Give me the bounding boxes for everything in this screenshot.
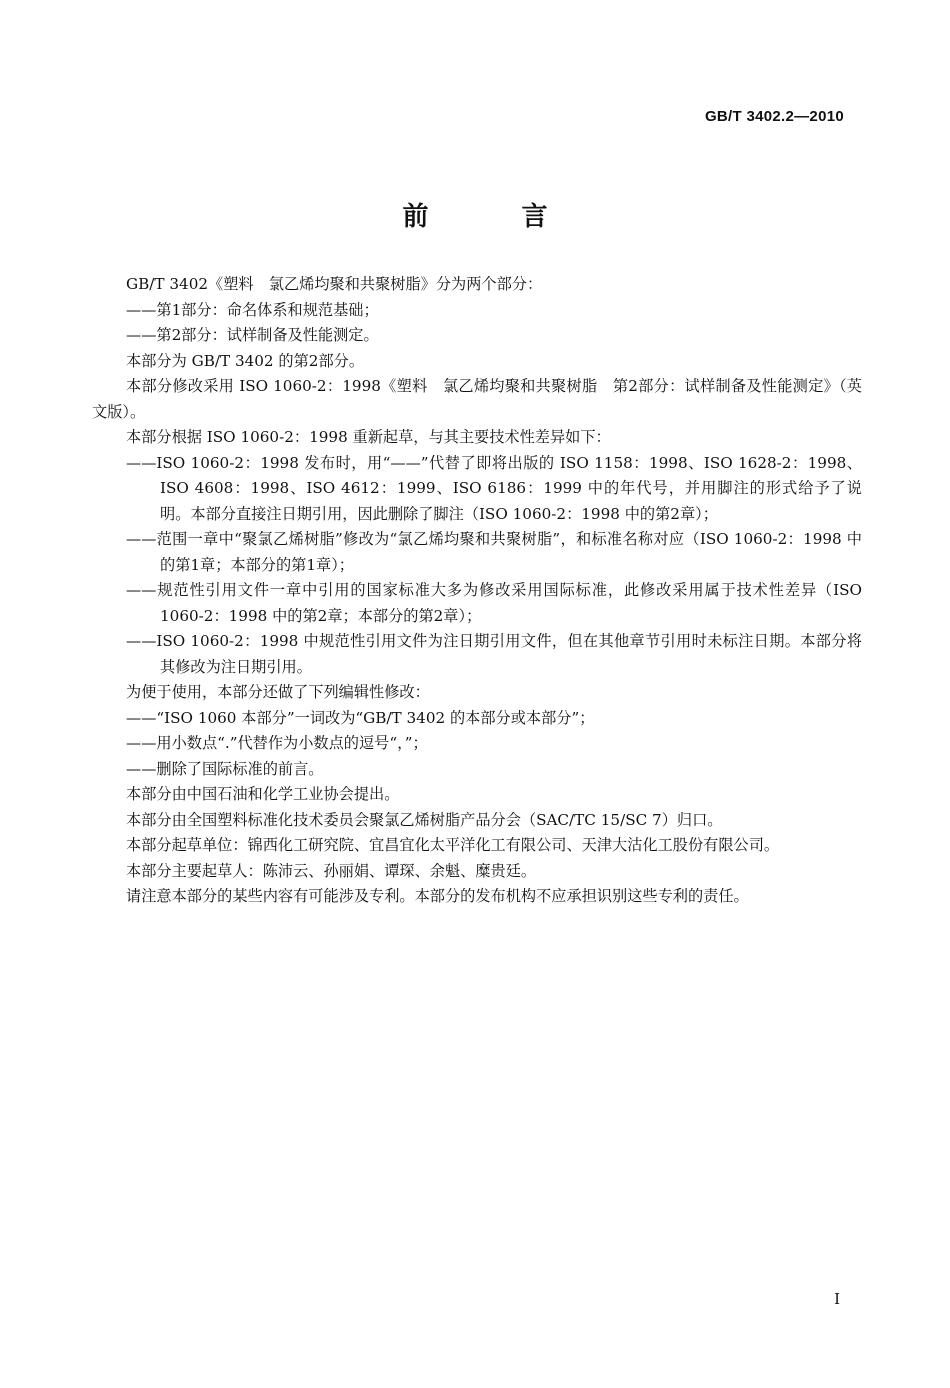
foreword-body	[92, 272, 862, 910]
paragraph: 为便于使用，本部分还做了下列编辑性修改：	[126, 683, 430, 701]
page-title: 前 言	[402, 202, 590, 232]
paragraph: 请注意本部分的某些内容有可能涉及专利。本部分的发布机构不应承担识别这些专利的责任。	[126, 887, 749, 905]
list-item: ——“ISO 1060 本部分”一词改为“GB/T 3402 的本部分或本部分”；	[126, 708, 595, 727]
standard-code: GB/T 3402.2—2010	[704, 108, 844, 125]
paragraph: 本部分主要起草人：陈沛云、孙丽娟、谭琛、余魁、糜贵廷。	[126, 861, 537, 880]
list-item: ——用小数点“.”代替作为小数点的逗号“，”；	[126, 734, 428, 752]
list-item: ——第2部分：试样制备及性能测定。	[126, 326, 379, 344]
paragraph: GB/T 3402《塑料 氯乙烯均聚和共聚树脂》分为两个部分：	[126, 275, 543, 293]
paragraph: 本部分为 GB/T 3402 的第2部分。	[126, 351, 365, 370]
paragraph: 本部分根据 ISO 1060-2：1998 重新起草，与其主要技术性差异如下：	[126, 428, 611, 446]
list-item: ——范围一章中“聚氯乙烯树脂”修改为“氯乙烯均聚和共聚树脂”，和标准名称对应（ISO 1060-2：1998 中的第1章；本部分的第1章）；	[126, 530, 862, 574]
paragraph: 本部分由全国塑料标准化技术委员会聚氯乙烯树脂产品分会（SAC/TC 15/SC 7）归口。	[126, 810, 723, 829]
list-item: ——第1部分：命名体系和规范基础；	[126, 300, 379, 319]
paragraph: 本部分由中国石油和化学工业协会提出。	[126, 785, 400, 803]
page-number: I	[834, 1290, 840, 1308]
paragraph: 本部分起草单位：锦西化工研究院、宜昌宜化太平洋化工有限公司、天津大沽化工股份有限公司。	[126, 836, 780, 854]
list-item: ——规范性引用文件一章中引用的国家标准大多为修改采用国际标准，此修改采用属于技术性差异（ISO 1060-2：1998 中的第2章；本部分的第2章）；	[126, 581, 862, 625]
list-item: ——删除了国际标准的前言。	[126, 759, 324, 778]
paragraph: 本部分修改采用 ISO 1060-2：1998《塑料 氯乙烯均聚和共聚树脂 第2部分：试样制备及性能测定》（英文版）。	[92, 377, 862, 421]
list-item: ——ISO 1060-2：1998 中规范性引用文件为注日期引用文件，但在其他章节引用时未标注日期。本部分将其修改为注日期引用。	[126, 632, 862, 676]
list-item: ——ISO 1060-2：1998 发布时，用“——”代替了即将出版的 ISO 1158：1998、ISO 1628-2：1998、ISO 4608：1998、ISO 4612：1999、ISO 6186：1999 中的年代号，并用脚注的形式给予了说明。本部分直接注日期引用，因此删除了脚注（ISO 1060-2：1998 中的第2章）；	[126, 453, 862, 523]
